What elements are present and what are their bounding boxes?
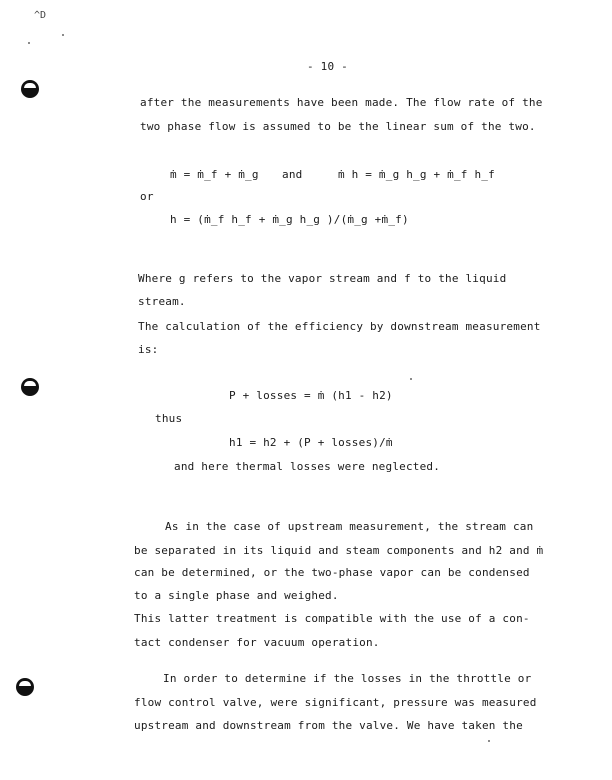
text-thus: thus xyxy=(155,412,183,425)
text-line-8: As in the case of upstream measurement, the stream can xyxy=(165,520,534,533)
text-line-5: The calculation of the efficiency by downstream measurement xyxy=(138,320,541,333)
text-line-1: after the measurements have been made. The flow rate of the xyxy=(140,96,543,109)
equation-mass-balance: ṁ = ṁ_f + ṁ_g xyxy=(170,168,259,181)
speck xyxy=(28,42,30,44)
text-line-9: be separated in its liquid and steam components and h2 and ṁ xyxy=(134,544,544,557)
text-line-15: flow control valve, were significant, pressure was measured xyxy=(134,696,537,709)
equation-losses: P + losses = ṁ (h1 - h2) xyxy=(229,389,393,402)
speck xyxy=(410,378,412,380)
text-line-2: two phase flow is assumed to be the linear sum of the two. xyxy=(140,120,536,133)
text-line-6: is: xyxy=(138,343,159,356)
speck xyxy=(62,34,64,36)
text-line-16: upstream and downstream from the valve. We have taken the xyxy=(134,719,523,732)
corner-mark: ^D xyxy=(34,10,47,21)
equation-enthalpy: h = (ṁ_f h_f + ṁ_g h_g )/(ṁ_g +ṁ_f) xyxy=(170,213,409,226)
text-or: or xyxy=(140,190,154,203)
punch-hole-top xyxy=(21,80,39,98)
speck xyxy=(488,740,490,742)
equation-and: and xyxy=(282,168,303,181)
text-line-13: tact condenser for vacuum operation. xyxy=(134,636,380,649)
text-line-14: In order to determine if the losses in the throttle or xyxy=(163,672,532,685)
text-line-7: and here thermal losses were neglected. xyxy=(174,460,441,473)
text-line-10: can be determined, or the two-phase vapor can be condensed xyxy=(134,566,530,579)
punch-hole-bottom xyxy=(16,678,34,696)
page-number: - 10 - xyxy=(307,60,348,73)
text-line-4: stream. xyxy=(138,295,186,308)
text-line-12: This latter treatment is compatible with the use of a con- xyxy=(134,612,530,625)
text-line-11: to a single phase and weighed. xyxy=(134,589,339,602)
equation-h1: h1 = h2 + (P + losses)/ṁ xyxy=(229,436,393,449)
punch-hole-middle xyxy=(21,378,39,396)
equation-energy-balance: ṁ h = ṁ_g h_g + ṁ_f h_f xyxy=(338,168,495,181)
text-line-3: Where g refers to the vapor stream and f to the liquid xyxy=(138,272,507,285)
